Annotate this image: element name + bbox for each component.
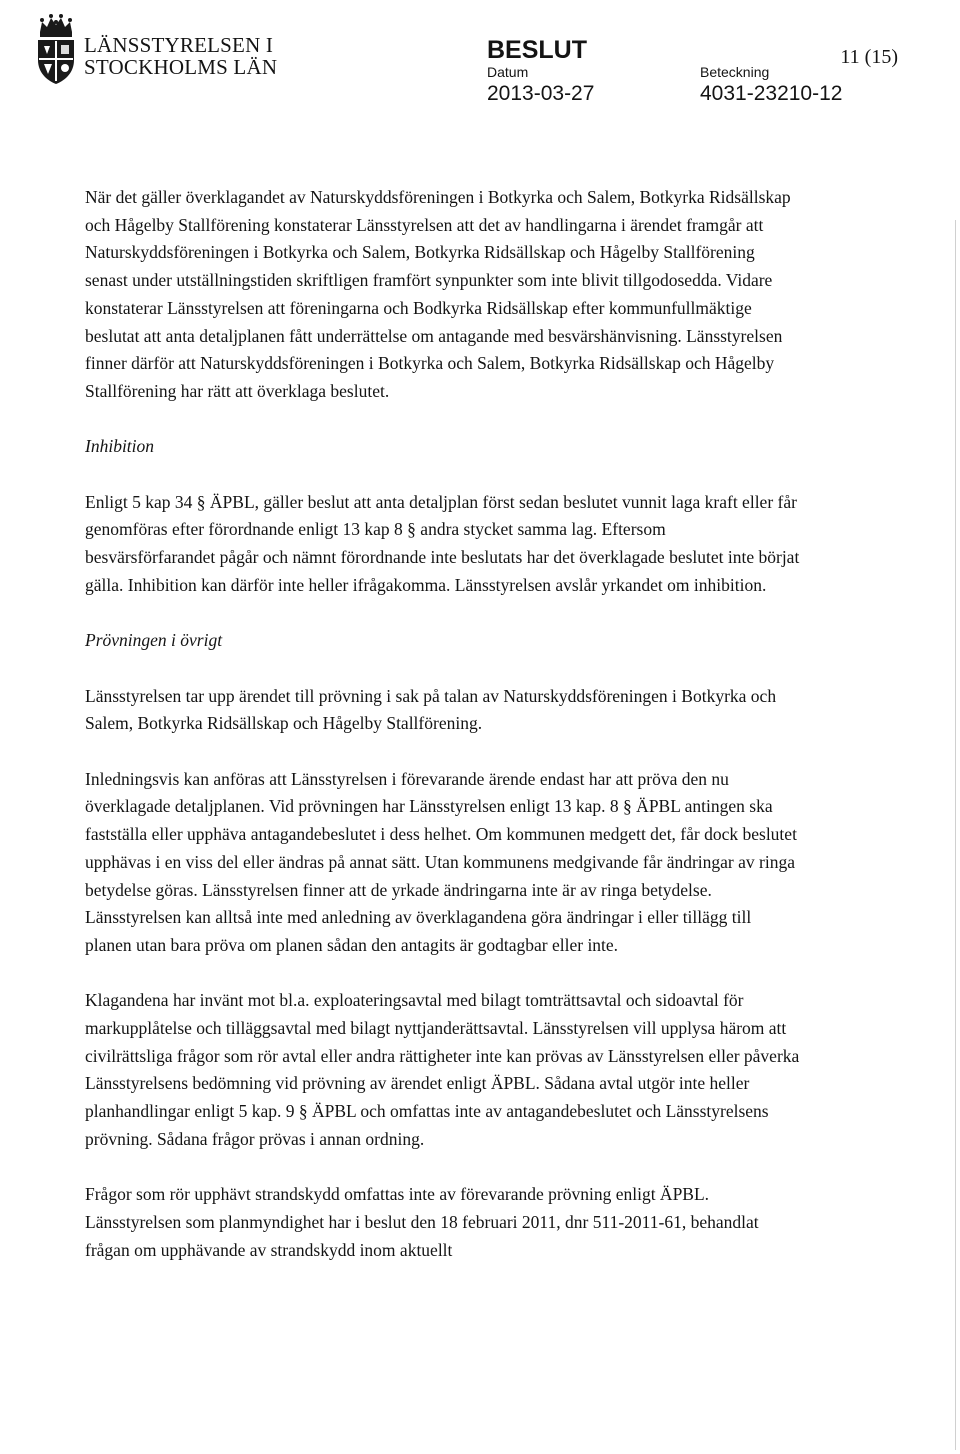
- org-line-2: STOCKHOLMS LÄN: [84, 55, 278, 79]
- heading-inhibition: Inhibition: [85, 436, 155, 457]
- reference-label: Beteckning: [700, 64, 770, 80]
- paragraph-shore-protection: Frågor som rör upphävt strandskydd omfattas inte av förevarande prövning enligt ÄPBL. Länsstyrelsen som planmyndighet har i beslut den 18 februari 2011, dnr 511-2011-61, behandlat frågan om upphävande av strandskydd inom aktuellt: [85, 1184, 759, 1260]
- date-value: 2013-03-27: [487, 82, 595, 105]
- date-label: Datum: [487, 64, 529, 80]
- paragraph-agreements: Klagandena har invänt mot bl.a. exploateringsavtal med bilagt tomträttsavtal och sidoavtal för markupplåtelse och tilläggsavtal med bilagt nyttjanderättsavtal. Länsstyrelsen vill upplysa härom att civilrättsliga frågor som rör avtal eller andra rättigheter inte kan prövas av Länsstyrelsen eller påverka Länsstyrelsens bedömning vid prövning av ärendet enligt ÄPBL. Sådana avtal utgör inte heller planhandlingar enligt 5 kap. 9 § ÄPBL och omfattas inte av antagandebeslutet och Länsstyrelsens prövning. Sådana frågor prövas i annan ordning.: [85, 990, 800, 1149]
- coat-of-arms-logo: [32, 8, 80, 88]
- reference-value: 4031-23210-12: [700, 82, 843, 105]
- paragraph-appeal-standing: När det gäller överklagandet av Naturskyddsföreningen i Botkyrka och Salem, Botkyrka Ridsällskap och Hågelby Stallförening konstaterar Länsstyrelsen att det av handlingarna i ärendet framgår att Naturskyddsföreningen i Botkyrka och Salem, Botkyrka Ridsällskap och Hågelby Stallförening senast under utställningstiden skriftligen framfört synpunkter som inte blivit tillgodosedda. Vidare konstaterar Länsstyrelsen att föreningarna och Bodkyrka Ridsällskap efter kommunfullmäktige beslutat att anta detaljplanen fått underrättelse om antagande med besvärshänvisning. Länsstyrelsen finner därför att Naturskyddsföreningen i Botkyrka och Salem, Botkyrka Ridsällskap och Hågelby Stallförening har rätt att överklaga beslutet.: [85, 187, 791, 401]
- page-number: 11 (15): [840, 46, 898, 68]
- document-body: [85, 184, 800, 1264]
- paragraph-inhibition: Enligt 5 kap 34 § ÄPBL, gäller beslut att anta detaljplan först sedan beslutet vunnit laga kraft eller får genomföras efter förordnande enligt 13 kap 8 § andra stycket samma lag. Eftersom besvärsförfarandet pågår och nämnt förordnande inte beslutats har det överklagade beslutet inte börjat gälla. Inhibition kan därför inte heller ifrågakomma. Länsstyrelsen avslår yrkandet om inhibition.: [85, 491, 800, 595]
- document-type: BESLUT: [487, 36, 587, 64]
- org-line-1: LÄNSSTYRELSEN I: [84, 33, 274, 57]
- heading-provning: Prövningen i övrigt: [85, 630, 223, 651]
- scan-margin-line: [955, 220, 956, 1450]
- organization-name: [84, 34, 277, 78]
- paragraph-provning-scope: Inledningsvis kan anföras att Länsstyrelsen i förevarande ärende endast har att pröva den nu överklagade detaljplanen. Vid prövningen har Länsstyrelsen enligt 13 kap. 8 § ÄPBL antingen ska fastställa eller upphäva antagandebeslutet i dess helhet. Om kommunen medgett det, får dock beslutet upphävas i en viss del eller ändras på annat sätt. Utan kommunens medgivande får ändringar av ringa betydelse göras. Länsstyrelsen finner att de yrkade ändringarna inte är av ringa betydelse. Länsstyrelsen kan alltså inte med anledning av överklagandena göra ändringar i eller tillägg till planen utan bara pröva om planen sådan den antagits är godtagbar eller inte.: [85, 768, 797, 955]
- paragraph-provning-intro: Länsstyrelsen tar upp ärendet till prövning i sak på talan av Naturskyddsföreningen i Botkyrka och Salem, Botkyrka Ridsällskap och Hågelby Stallförening.: [85, 685, 777, 734]
